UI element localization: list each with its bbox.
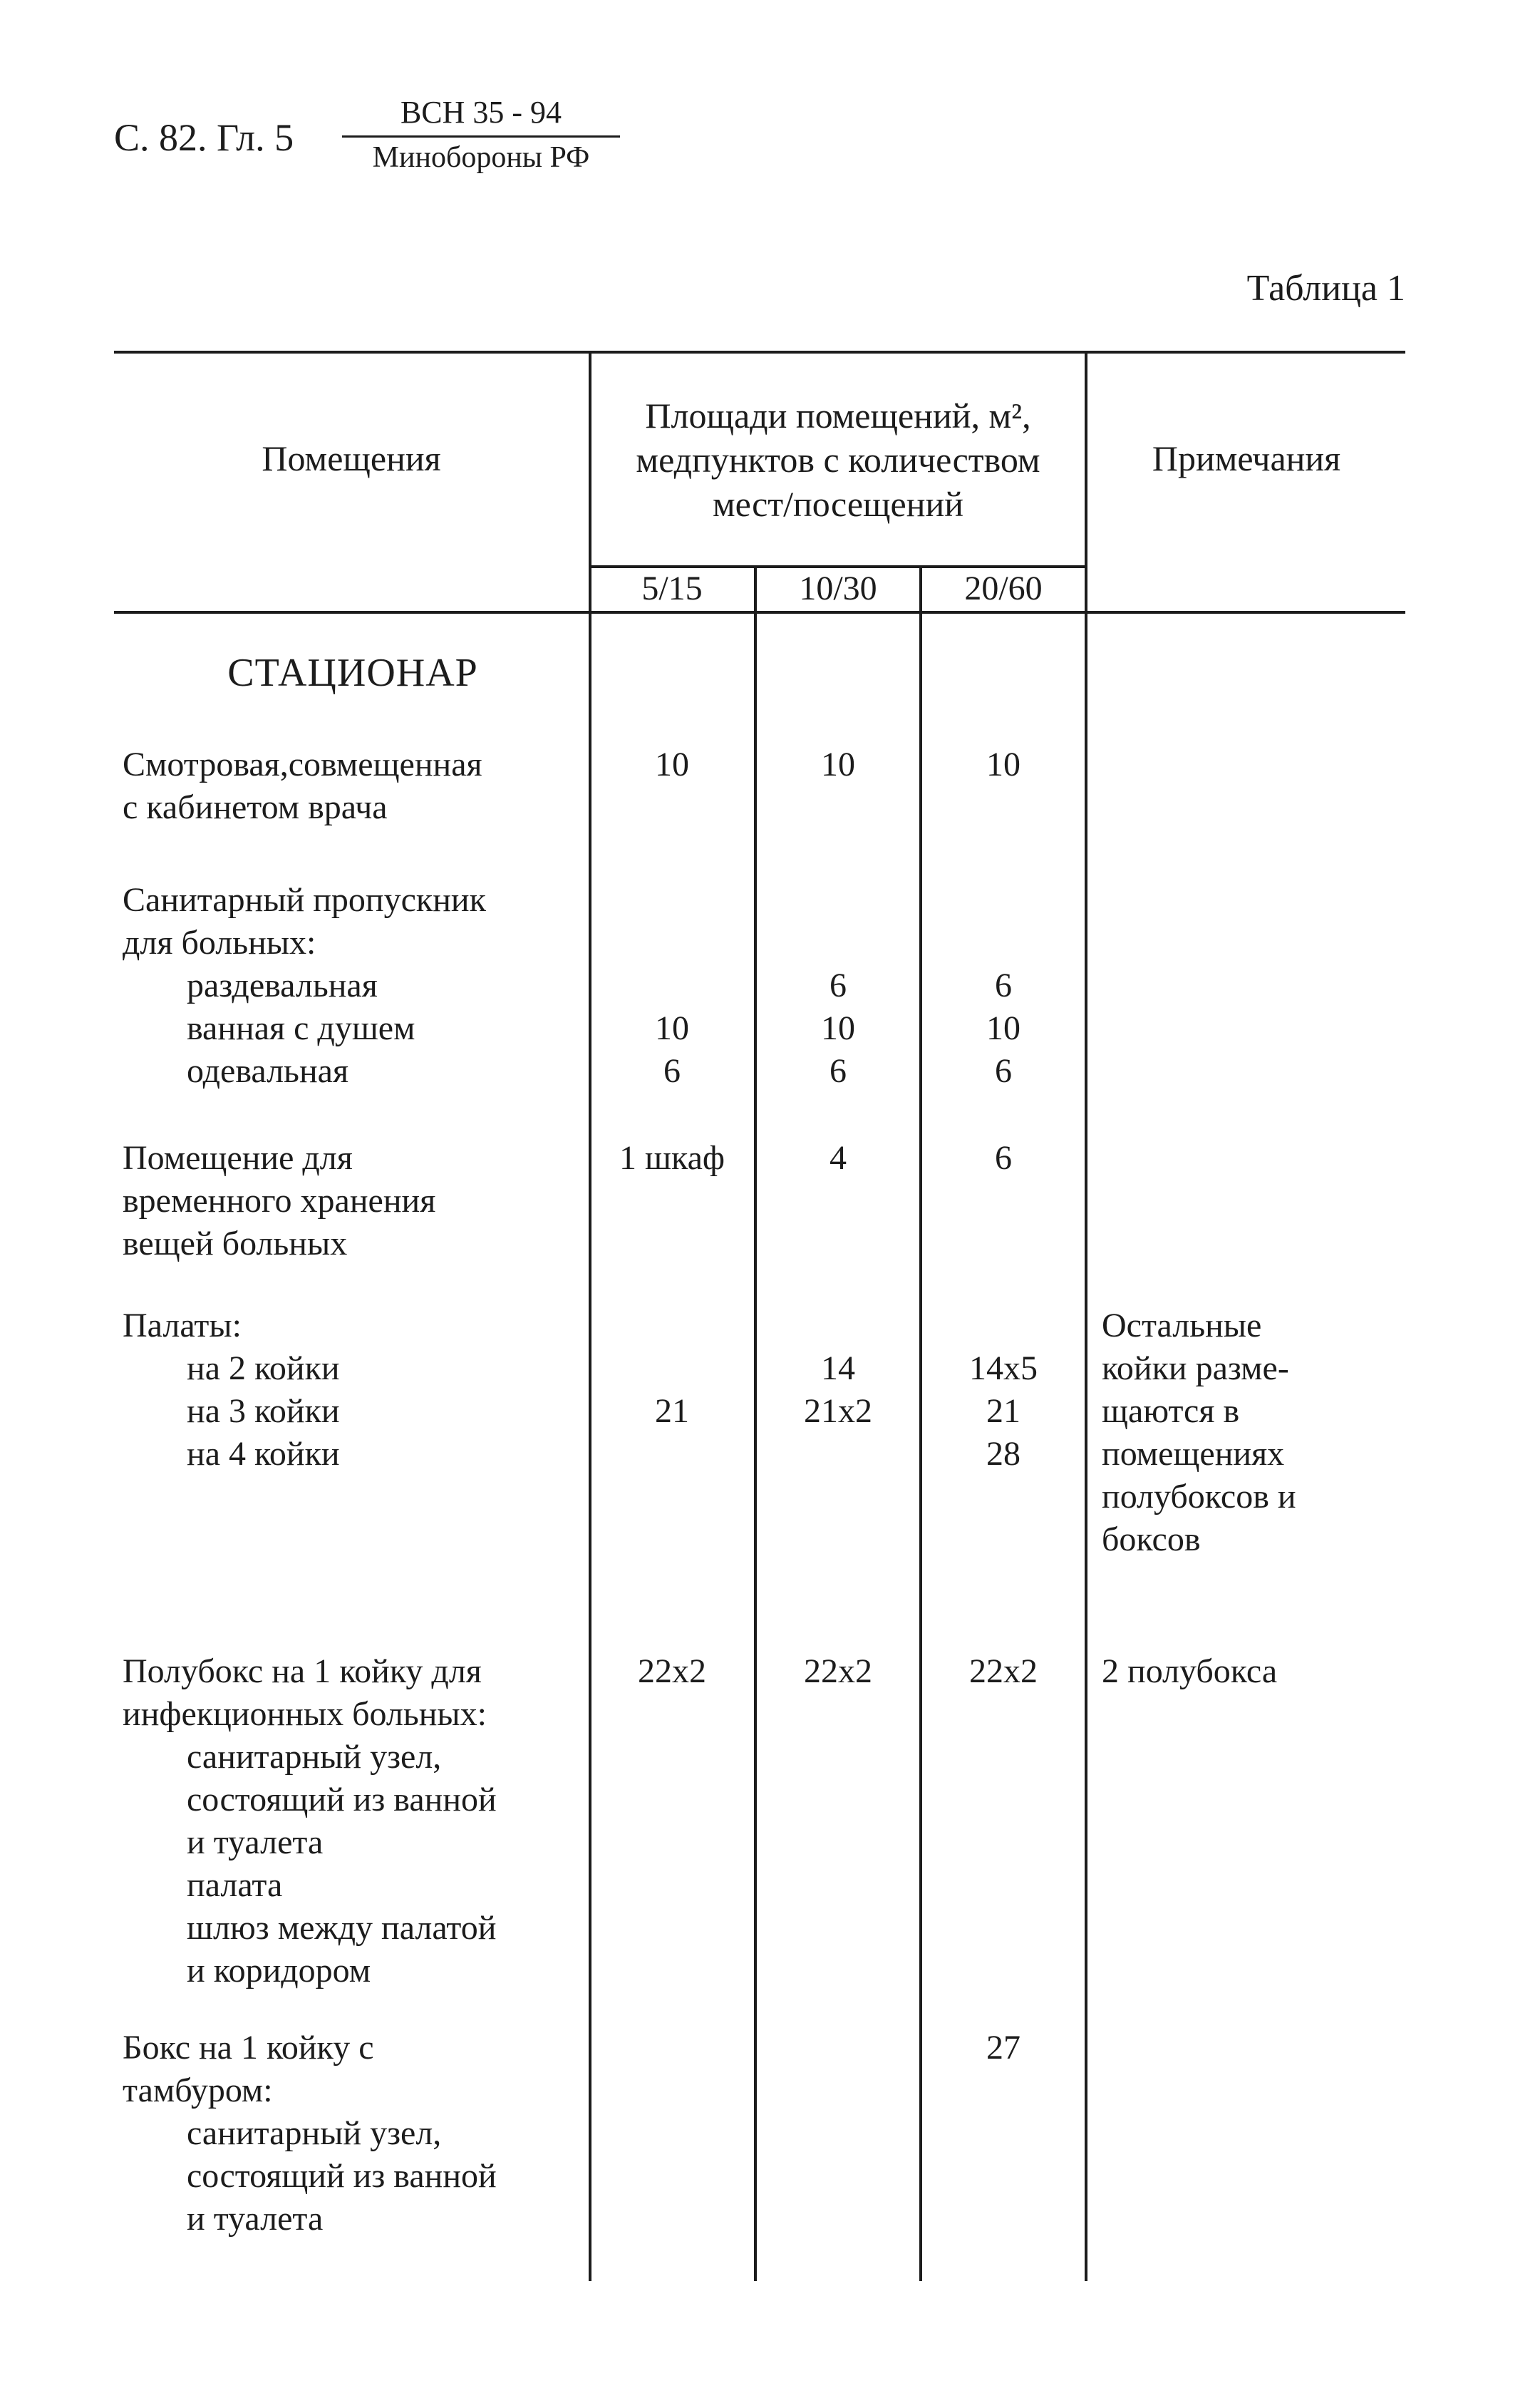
value-column-3 bbox=[922, 2027, 1085, 2240]
area-value bbox=[922, 1864, 1085, 1907]
document-code: ВСН 35 - 94 bbox=[342, 93, 620, 138]
area-value: 22x2 bbox=[804, 1652, 872, 1690]
area-value bbox=[757, 2027, 919, 2069]
room-entry bbox=[123, 1304, 593, 1476]
area-value bbox=[922, 1779, 1085, 1821]
room-line: Санитарный пропускник bbox=[123, 881, 486, 919]
note-line: помещениях bbox=[1102, 1435, 1285, 1473]
header-bottom-rule bbox=[114, 611, 1405, 614]
area-value bbox=[922, 1950, 1085, 1992]
area-value: 1 шкаф bbox=[619, 1139, 725, 1177]
note bbox=[1102, 1304, 1401, 1561]
note-line: 2 полубокса bbox=[1102, 1652, 1278, 1690]
subheader-20-60: 20/60 bbox=[964, 570, 1043, 607]
area-value bbox=[757, 1950, 919, 1992]
area-value: 10 bbox=[655, 1009, 689, 1047]
area-value bbox=[757, 1223, 919, 1265]
area-value: 14 bbox=[821, 1349, 855, 1387]
room-entry bbox=[123, 1137, 593, 1265]
area-value bbox=[922, 879, 1085, 922]
room-line: временного хранения bbox=[123, 1182, 436, 1220]
room-line: и коридором bbox=[187, 1952, 371, 1990]
area-value bbox=[922, 1180, 1085, 1223]
area-value bbox=[757, 1736, 919, 1779]
room-entry bbox=[123, 879, 593, 1093]
room-line: палата bbox=[187, 1866, 283, 1904]
room-entry bbox=[123, 1650, 593, 1992]
value-column-2 bbox=[757, 1137, 919, 1265]
area-value: 4 bbox=[830, 1139, 847, 1177]
table-label: Таблица 1 bbox=[1246, 268, 1405, 309]
area-value bbox=[590, 1864, 754, 1907]
value-column-3 bbox=[922, 1650, 1085, 1992]
room-line: одевальная bbox=[187, 1052, 349, 1090]
room-line: Палаты: bbox=[123, 1307, 242, 1344]
room-line: на 3 койки bbox=[187, 1392, 340, 1430]
room-entry bbox=[123, 2027, 593, 2240]
value-column-2 bbox=[757, 1650, 919, 1992]
room-line: инфекционных больных: bbox=[123, 1695, 487, 1733]
area-value: 10 bbox=[821, 1009, 855, 1047]
value-column-3 bbox=[922, 743, 1085, 829]
room-line: и туалета bbox=[187, 2200, 324, 2238]
note-line: полубоксов и bbox=[1102, 1478, 1296, 1515]
room-line: санитарный узел, bbox=[187, 2114, 442, 2152]
room-line: состоящий из ванной bbox=[187, 2157, 497, 2195]
column-divider-notes bbox=[1085, 352, 1087, 2281]
area-value bbox=[922, 786, 1085, 829]
column-header-rooms: Помещения bbox=[262, 438, 441, 478]
area-value bbox=[757, 1433, 919, 1476]
room-line: с кабинетом врача bbox=[123, 788, 388, 826]
area-value bbox=[922, 2069, 1085, 2112]
ministry-name: Минобороны РФ bbox=[372, 141, 590, 174]
value-column-2 bbox=[757, 2027, 919, 2240]
value-column-1 bbox=[590, 743, 754, 829]
area-value bbox=[590, 1433, 754, 1476]
area-value bbox=[757, 879, 919, 922]
area-value bbox=[757, 2155, 919, 2198]
column-header-areas-line: Площади помещений, м², bbox=[645, 396, 1031, 436]
area-value bbox=[757, 2198, 919, 2240]
area-value bbox=[590, 1821, 754, 1864]
area-value bbox=[590, 1304, 754, 1347]
area-value: 10 bbox=[986, 1009, 1020, 1047]
area-value bbox=[757, 1693, 919, 1736]
column-header-areas bbox=[591, 393, 1085, 526]
area-value bbox=[590, 964, 754, 1007]
area-value bbox=[922, 1304, 1085, 1347]
area-value bbox=[590, 2069, 754, 2112]
value-column-1 bbox=[590, 1137, 754, 1265]
area-value bbox=[590, 879, 754, 922]
area-value bbox=[922, 2198, 1085, 2240]
section-title: СТАЦИОНАР bbox=[227, 651, 478, 695]
room-line: ванная с душем bbox=[187, 1009, 415, 1047]
area-value bbox=[590, 2198, 754, 2240]
area-value: 21 bbox=[655, 1392, 689, 1430]
column-header-areas-line: мест/посещений bbox=[713, 484, 963, 524]
area-value: 10 bbox=[655, 746, 689, 783]
room-line: санитарный узел, bbox=[187, 1738, 442, 1776]
area-value: 27 bbox=[986, 2029, 1020, 2067]
area-value bbox=[590, 922, 754, 964]
room-line: Полубокс на 1 койку для bbox=[123, 1652, 482, 1690]
area-value: 6 bbox=[830, 967, 847, 1004]
area-value bbox=[922, 922, 1085, 964]
room-line: для больных: bbox=[123, 924, 316, 962]
area-value: 6 bbox=[663, 1052, 681, 1090]
area-value: 6 bbox=[830, 1052, 847, 1090]
value-column-1 bbox=[590, 2027, 754, 2240]
column-header-notes: Примечания bbox=[1152, 438, 1341, 478]
note-line: щаются в bbox=[1102, 1392, 1240, 1430]
area-value bbox=[590, 1907, 754, 1950]
room-line: состоящий из ванной bbox=[187, 1781, 497, 1818]
area-value bbox=[590, 2155, 754, 2198]
note-line: боксов bbox=[1102, 1520, 1201, 1558]
subheader-5-15: 5/15 bbox=[641, 570, 703, 607]
area-value bbox=[757, 1779, 919, 1821]
note-line: койки разме- bbox=[1102, 1349, 1289, 1387]
area-value bbox=[590, 1950, 754, 1992]
value-column-3 bbox=[922, 1304, 1085, 1476]
area-value: 10 bbox=[986, 746, 1020, 783]
area-value bbox=[922, 1736, 1085, 1779]
area-value bbox=[922, 1223, 1085, 1265]
area-value: 10 bbox=[821, 746, 855, 783]
room-line: и туалета bbox=[187, 1823, 324, 1861]
room-line: Помещение для bbox=[123, 1139, 353, 1177]
area-value bbox=[590, 1736, 754, 1779]
area-value bbox=[757, 2112, 919, 2155]
area-value bbox=[590, 2112, 754, 2155]
value-column-1 bbox=[590, 879, 754, 1093]
value-column-3 bbox=[922, 879, 1085, 1093]
page-reference: С. 82. Гл. 5 bbox=[114, 116, 294, 159]
area-value: 6 bbox=[995, 967, 1012, 1004]
area-value: 6 bbox=[995, 1052, 1012, 1090]
area-value bbox=[590, 1180, 754, 1223]
table-top-rule bbox=[114, 351, 1405, 354]
room-line: шлюз между палатой bbox=[187, 1909, 497, 1947]
document-code-block bbox=[342, 93, 620, 177]
column-header-areas-line: медпунктов с количеством bbox=[636, 440, 1040, 480]
area-value bbox=[757, 1864, 919, 1907]
room-line: раздевальная bbox=[187, 967, 378, 1004]
value-column-2 bbox=[757, 879, 919, 1093]
area-value bbox=[757, 922, 919, 964]
subheader-rule bbox=[590, 565, 1087, 568]
area-value: 22x2 bbox=[969, 1652, 1038, 1690]
area-value bbox=[590, 2027, 754, 2069]
room-line: тамбуром: bbox=[123, 2071, 273, 2109]
area-value bbox=[922, 2155, 1085, 2198]
area-value bbox=[757, 786, 919, 829]
area-value: 21 bbox=[986, 1392, 1020, 1430]
area-value: 6 bbox=[995, 1139, 1012, 1177]
room-line: Бокс на 1 койку с bbox=[123, 2029, 374, 2067]
value-column-1 bbox=[590, 1650, 754, 1992]
note bbox=[1102, 1650, 1401, 1693]
area-value bbox=[757, 1180, 919, 1223]
area-value bbox=[922, 1907, 1085, 1950]
area-value bbox=[590, 1693, 754, 1736]
value-column-3 bbox=[922, 1137, 1085, 1265]
room-line: на 2 койки bbox=[187, 1349, 340, 1387]
area-value bbox=[757, 1304, 919, 1347]
area-value bbox=[922, 2112, 1085, 2155]
area-value bbox=[757, 1907, 919, 1950]
room-line: вещей больных bbox=[123, 1225, 348, 1262]
area-value bbox=[922, 1821, 1085, 1864]
area-value bbox=[590, 1779, 754, 1821]
value-column-1 bbox=[590, 1304, 754, 1476]
room-line: на 4 койки bbox=[187, 1435, 340, 1473]
area-value: 14x5 bbox=[969, 1349, 1038, 1387]
area-value bbox=[757, 1821, 919, 1864]
note-line: Остальные bbox=[1102, 1307, 1262, 1344]
room-entry bbox=[123, 743, 593, 829]
room-line: Смотровая,совмещенная bbox=[123, 746, 482, 783]
area-value bbox=[590, 786, 754, 829]
area-value: 28 bbox=[986, 1435, 1020, 1473]
area-value bbox=[590, 1223, 754, 1265]
subheader-10-30: 10/30 bbox=[799, 570, 877, 607]
value-column-2 bbox=[757, 1304, 919, 1476]
area-value bbox=[922, 1693, 1085, 1736]
area-value: 21x2 bbox=[804, 1392, 872, 1430]
area-value: 22x2 bbox=[638, 1652, 706, 1690]
area-value bbox=[590, 1347, 754, 1390]
value-column-2 bbox=[757, 743, 919, 829]
area-value bbox=[757, 2069, 919, 2112]
